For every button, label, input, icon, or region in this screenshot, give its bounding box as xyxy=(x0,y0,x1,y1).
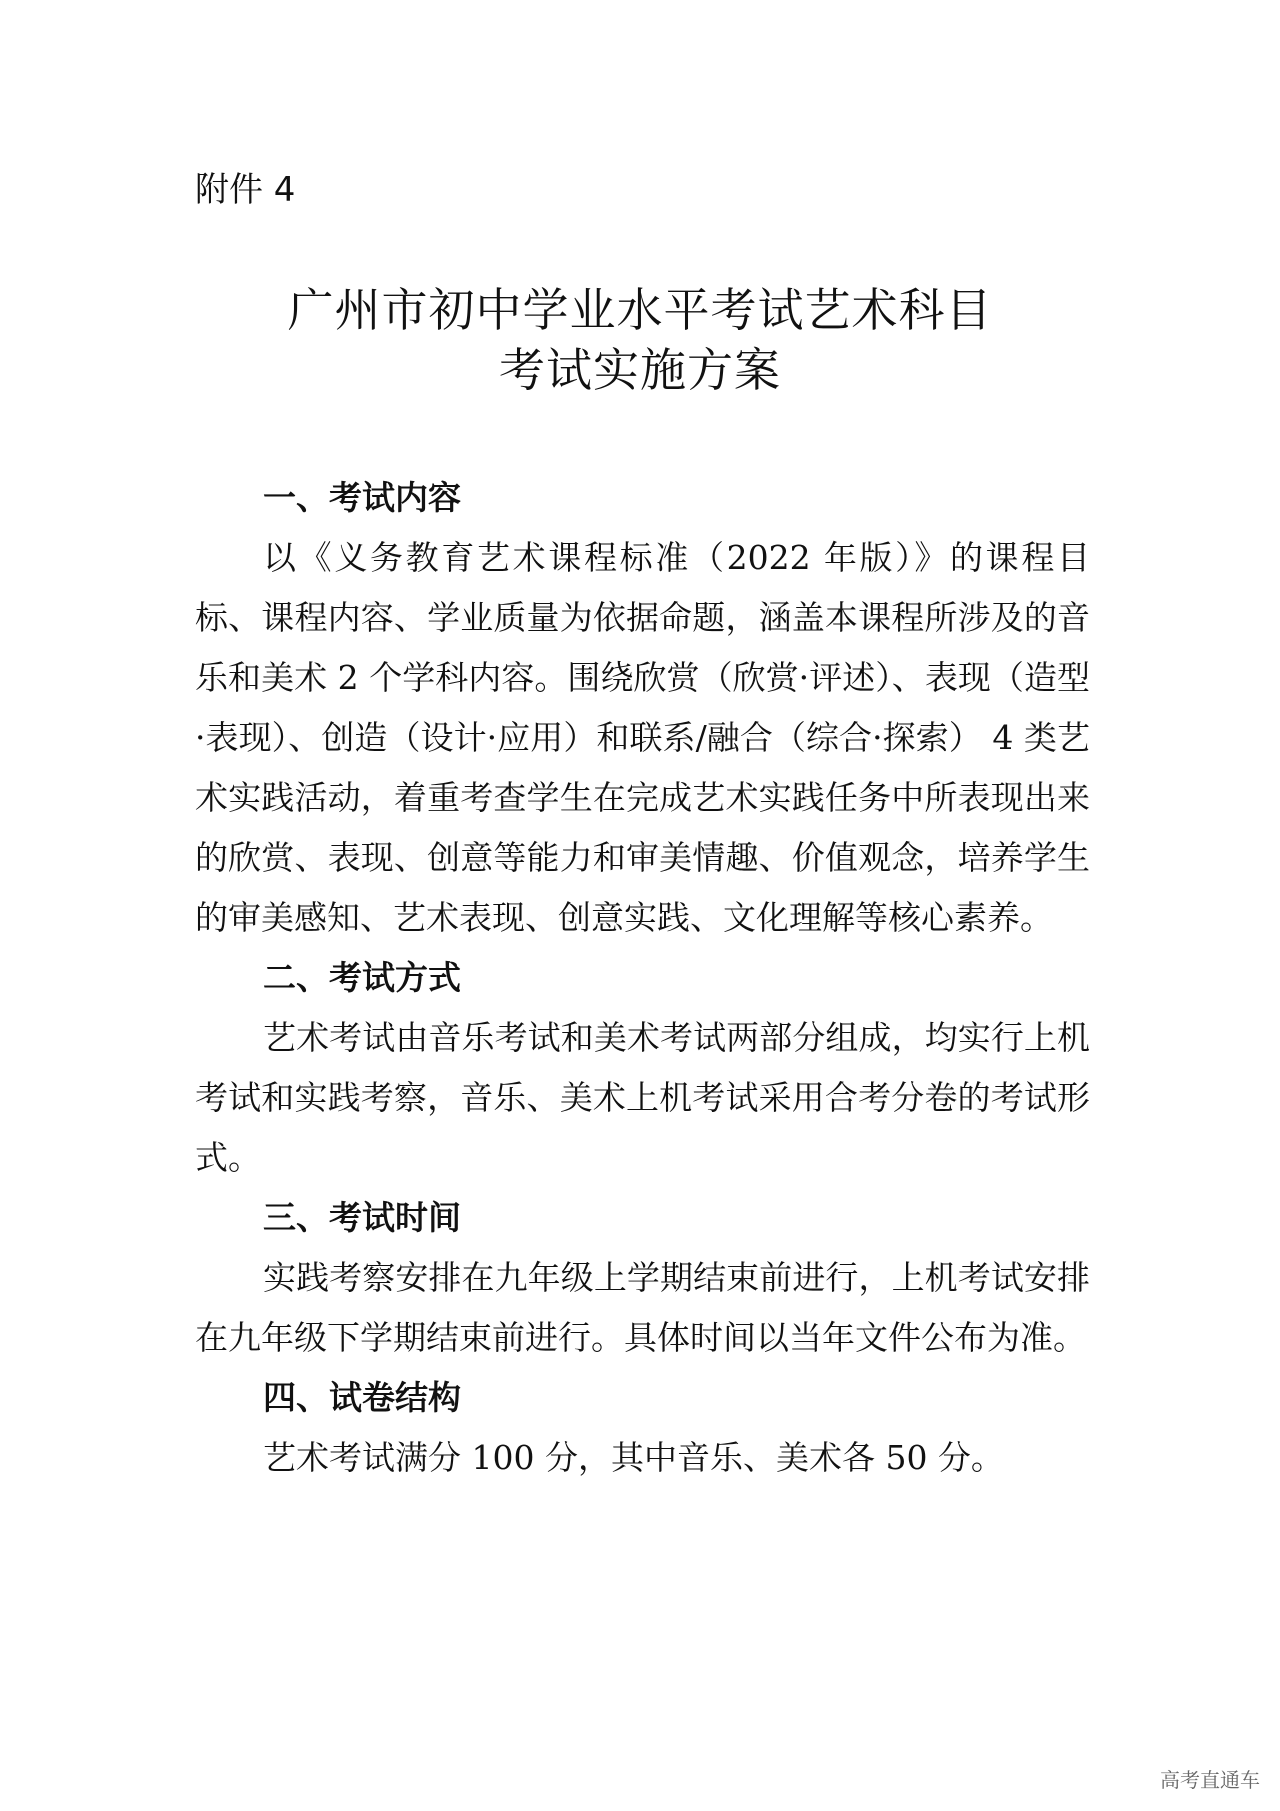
document-title xyxy=(0,280,1280,400)
section-paragraph: 实践考察安排在九年级上学期结束前进行，上机考试安排在九年级下学期结束前进行。具体时间以当年文件公布为准。 xyxy=(195,1258,1090,1357)
section-paragraph: 以《义务教育艺术课程标准（2022 年版）》的课程目标、课程内容、学业质量为依据命题，涵盖本课程所涉及的音乐和美术 2 个学科内容。围绕欣赏（欣赏·评述）、表现（造型·表现）、创造（设计·应用）和联系/融合（综合·探索） 4 类艺术实践活动，着重考查学生在完成艺术实践任务中所表现出来的欣赏、表现、创意等能力和审美情趣、价值观念，培养学生的审美感知、艺术表现、创意实践、文化理解等核心素养。 xyxy=(195,538,1090,937)
watermark: 高考直通车 xyxy=(1160,1768,1260,1792)
section-paragraph: 艺术考试由音乐考试和美术考试两部分组成，均实行上机考试和实践考察，音乐、美术上机考试采用合考分卷的考试形式。 xyxy=(195,1018,1090,1177)
document-title-line-2: 考试实施方案 xyxy=(499,343,781,397)
attachment-label: 附件 4 xyxy=(195,170,296,210)
section-heading: 二、考试方式 xyxy=(263,958,461,997)
section-heading: 三、考试时间 xyxy=(263,1198,461,1237)
section-heading: 一、考试内容 xyxy=(263,478,461,517)
section-exam-method xyxy=(195,948,1090,1188)
document-title-line-1: 广州市初中学业水平考试艺术科目 xyxy=(287,283,993,337)
section-paper-structure xyxy=(195,1368,1090,1488)
section-exam-time xyxy=(195,1188,1090,1368)
document-body xyxy=(195,468,1090,1488)
section-paragraph: 艺术考试满分 100 分，其中音乐、美术各 50 分。 xyxy=(263,1438,1004,1477)
section-heading: 四、试卷结构 xyxy=(263,1378,461,1417)
section-exam-content xyxy=(195,468,1090,948)
